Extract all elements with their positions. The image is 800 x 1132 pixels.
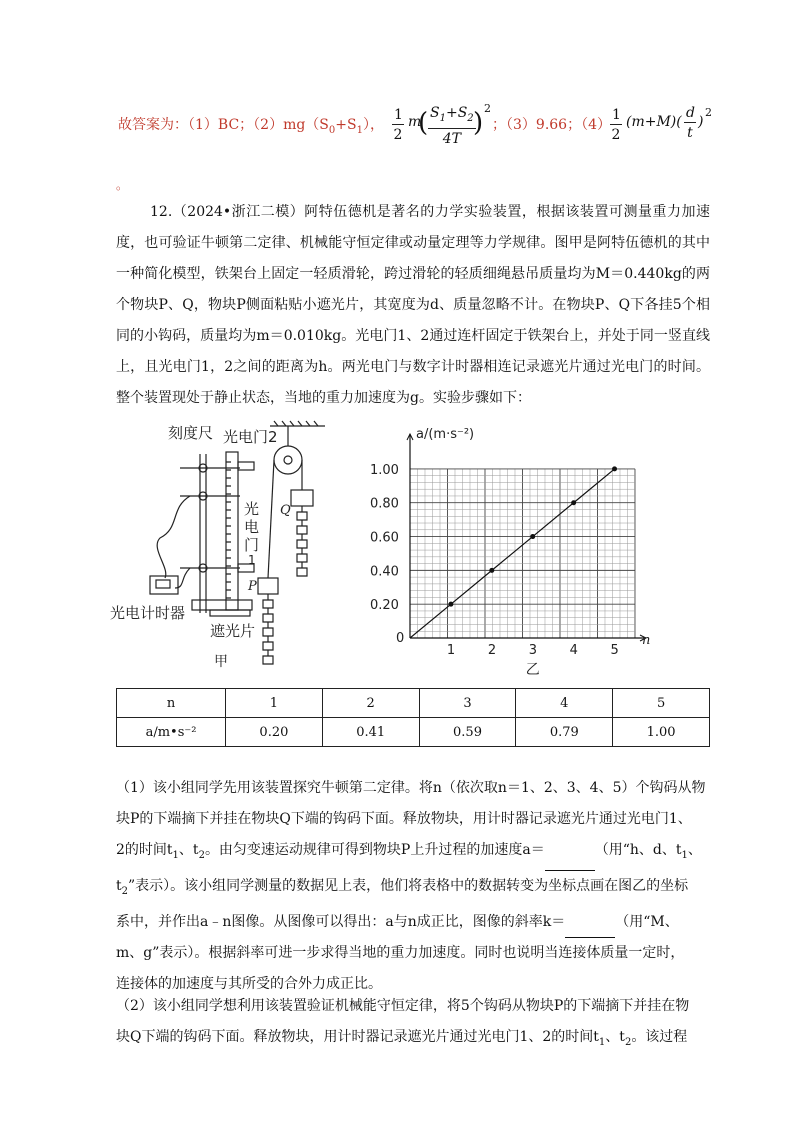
table-row xyxy=(117,689,710,718)
question-number: 12.（2024•浙江二模） xyxy=(150,204,305,220)
label-timer: 光电计时器 xyxy=(110,604,186,622)
part2-line2: 块Q下端的钩码下面。释放物块，用计时器记录遮光片通过光电门1、2的时间$t_1$、$t_2$。该过程 xyxy=(116,1029,688,1048)
table-header-cell: 5 xyxy=(613,689,710,718)
an-graph xyxy=(370,424,660,682)
answer-tail: 。 xyxy=(116,178,129,192)
answer-blank-2[interactable] xyxy=(565,923,615,938)
question-body: 阿特伍德机是著名的力学实验装置，根据该装置可测量重力加速度，也可验证牛顿第二定律、机械能守恒定律或动量定理等力学规律。图甲是阿特伍德机的其中一种简化模型，铁架台上固定一轻质滑轮，跨过滑轮的轻质细绳悬吊质量均为M＝0.440kg的两个物块P、Q，物块P侧面粘贴小遮光片，其宽度为d、质量忽略不计。在物块P、Q下各挂5个相同的小钩码，质量均为m＝0.010kg。光电门1、2通过连杆固定于铁架台上，并处于同一竖直线上，且光电门1，2之间的距离为h。两光电门与数字计时器相连记录遮光片通过光电门的时间。整个装置现处于静止状态，当地的重力加速度为g。实验步骤如下： xyxy=(116,204,710,406)
table-cell: 0.79 xyxy=(516,718,613,747)
part1-line2: 块P的下端摘下并挂在物块Q下端的钩码下面。释放物块，用计时器记录遮光片通过光电门1、 xyxy=(116,811,692,827)
table-header-cell: 2 xyxy=(322,689,419,718)
label-gate1-c: 门 xyxy=(244,536,260,554)
table-header-cell: 4 xyxy=(516,689,613,718)
data-point xyxy=(448,602,453,607)
exponent-2: 2 xyxy=(484,102,491,115)
table-cell: 0.59 xyxy=(419,718,516,747)
d-over-t: $\frac{d}{t}$ xyxy=(686,105,695,141)
data-point xyxy=(489,568,494,573)
answer-mM: (m+M)( xyxy=(626,114,682,130)
data-table xyxy=(116,688,710,747)
answer-close2: ) xyxy=(698,114,704,130)
y-tick-label: 0.20 xyxy=(370,598,399,614)
chart-axes xyxy=(407,434,646,641)
origin-label: 0 xyxy=(396,631,405,646)
x-tick-label: 4 xyxy=(569,643,578,658)
x-tick-label: 3 xyxy=(528,643,538,658)
label-ruler: 刻度尺 xyxy=(168,424,214,442)
question-paragraph xyxy=(116,197,710,414)
part1 xyxy=(116,773,710,1000)
label-shade: 遮光片 xyxy=(210,622,256,640)
table-cell: 1.00 xyxy=(613,718,710,747)
answer-part3: ；（3）9.66；（4） xyxy=(492,117,611,133)
label-gate1-d: 1 xyxy=(248,553,256,567)
part2-line1: （2）该小组同学想利用该装置验证机械能守恒定律，将5个钩码从物块P的下端摘下并挂在物 xyxy=(116,998,690,1014)
label-P: P xyxy=(248,579,257,594)
label-gate1-a: 光 xyxy=(244,500,260,518)
data-point xyxy=(612,466,617,471)
table-cell: 0.41 xyxy=(322,718,419,747)
answer-blank-1[interactable] xyxy=(545,856,595,871)
exponent-2b: 2 xyxy=(705,106,712,119)
x-tick-label: 1 xyxy=(446,643,456,658)
table-header-cell: n xyxy=(117,689,226,718)
y-axis-label: a/(m·s⁻²) xyxy=(416,427,475,442)
label-Q: Q xyxy=(280,503,291,518)
part1-line6: m、g”表示）。根据斜率可进一步求得当地的重力加速度。同时也说明当连接体质量一定时， xyxy=(116,944,685,961)
x-tick-label: 5 xyxy=(610,643,619,658)
paren-close: ) xyxy=(473,108,484,138)
half-fraction: $\frac{1}{2}$ xyxy=(393,107,403,143)
table-header-cell: 3 xyxy=(419,689,516,718)
caption-yi: 乙 xyxy=(525,662,540,678)
half-fraction-2: $\frac{1}{2}$ xyxy=(611,107,621,143)
y-tick-label: 1.00 xyxy=(370,462,399,478)
table-cell: 0.20 xyxy=(226,718,323,747)
y-tick-label: 0.40 xyxy=(370,564,399,580)
apparatus-figure xyxy=(110,418,340,680)
part1-line3: 2的时间$t_1$、$t_2$。由匀变速运动规律可得到物块P上升过程的加速度a＝ （用“h、d、$t_1$、 xyxy=(116,835,710,871)
table-header-cell: 1 xyxy=(226,689,323,718)
part1-line5: 系中，并作出a﹣n图像。从图像可以得出：a与n成正比，图像的斜率k＝ （用“M、 xyxy=(116,907,710,938)
x-axis-label: n xyxy=(642,633,651,648)
part1-line4: $t_2$”表示）。该小组同学测量的数据见上表，他们将表格中的数据转变为坐标点画在图乙的坐标 xyxy=(116,877,689,897)
chart-marks xyxy=(410,466,617,638)
data-point xyxy=(530,534,535,539)
paren-open: ( xyxy=(418,108,429,138)
s-fraction: $\frac{S_1+S_2}{4T}$ xyxy=(430,105,474,147)
fit-line xyxy=(410,469,615,638)
answer-line xyxy=(118,100,758,160)
table-row-label: a/m•s⁻² xyxy=(117,718,226,747)
label-gate2: 光电门2 xyxy=(223,428,278,446)
caption-jia: 甲 xyxy=(214,654,228,670)
part2 xyxy=(116,991,710,1058)
data-point xyxy=(571,500,576,505)
chart-grid xyxy=(410,469,635,638)
part1-line7: 连接体的加速度与其所受的合外力成正比。 xyxy=(116,975,382,992)
part1-line1: （1）该小组同学先用该装置探究牛顿第二定律。将n（依次取n＝1、2、3、4、5）个钩码从物 xyxy=(116,780,706,796)
y-tick-label: 0.60 xyxy=(370,530,399,546)
answer-prefix: 故答案为：（1）BC；$(2)mg(S_0+S_1)$， xyxy=(118,117,384,136)
label-gate1-b: 电 xyxy=(244,518,260,536)
table-row xyxy=(117,718,710,747)
chart-ticks xyxy=(370,463,619,658)
answer-m: m xyxy=(408,114,422,130)
x-tick-label: 2 xyxy=(487,643,497,658)
y-tick-label: 0.80 xyxy=(370,496,399,512)
